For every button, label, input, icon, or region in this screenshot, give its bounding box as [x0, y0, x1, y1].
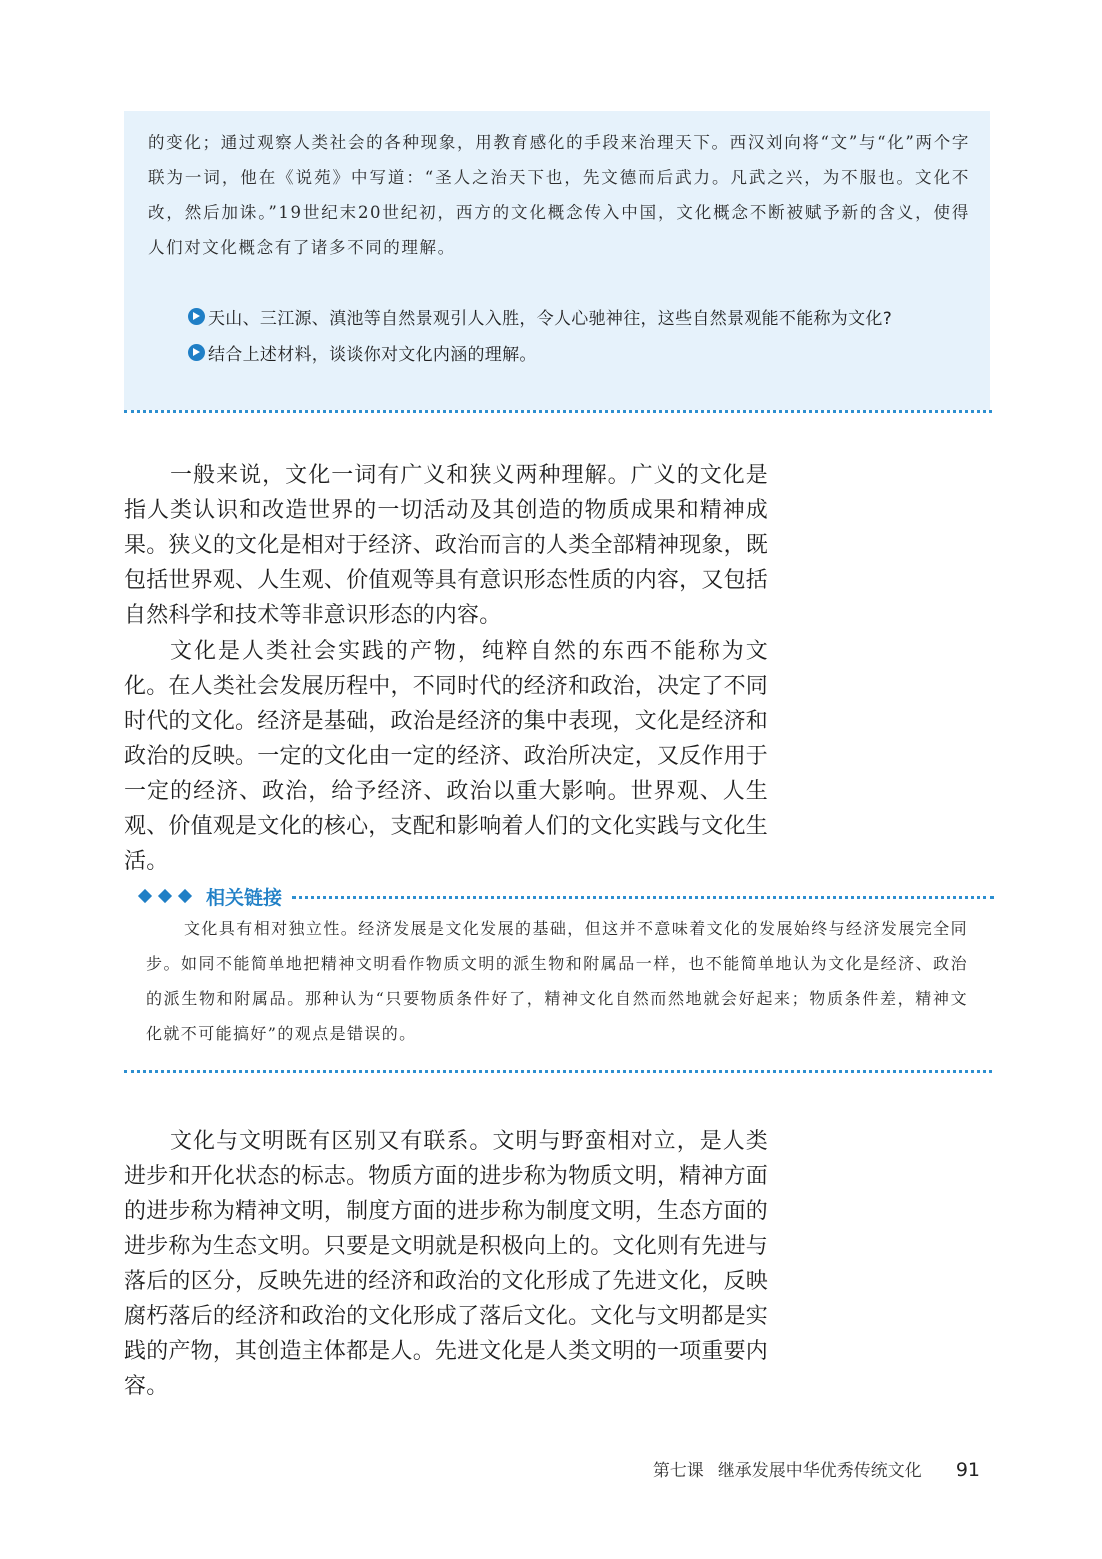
related-link-title: 相关链接: [206, 886, 283, 909]
related-link-divider: [124, 1070, 992, 1073]
play-circle-icon: [188, 344, 205, 361]
diamond-icon: [158, 889, 172, 903]
related-link-header: [136, 878, 994, 914]
related-link-paragraph: 文化具有相对独立性。经济发展是文化发展的基础，但这并不意味着文化的发展始终与经济发展完全同步。如同不能简单地把精神文明看作物质文明的派生物和附属品一样，也不能简单地认为文化是经济、政治的派生物和附属品。那种认为“只要物质条件好了，精神文化自然而然地就会好起来；物质条件差，精神文化就不可能搞好”的观点是错误的。: [146, 919, 968, 1043]
question-item: [188, 304, 892, 329]
material-box: [124, 111, 990, 410]
footer-chapter: 第七课: [652, 1461, 704, 1481]
diamond-icon: [138, 889, 152, 903]
related-link-dotted-rule: [292, 896, 994, 899]
body-paragraph: 文化与文明既有区别又有联系。文明与野蛮相对立，是人类进步和开化状态的标志。物质方面的进步称为物质文明，精神方面的进步称为精神文明，制度方面的进步称为制度文明，生态方面的进步称为生态文明。只要是文明就是积极向上的。文化则有先进与落后的区分，反映先进的经济和政治的文化形成了先进文化，反映腐朽落后的经济和政治的文化形成了落后文化。文化与文明都是实践的产物，其创造主体都是人。先进文化是人类文明的一项重要内容。: [124, 1129, 768, 1399]
footer-title: 继承发展中华优秀传统文化: [717, 1461, 922, 1481]
question-text: 结合上述材料，谈谈你对文化内涵的理解。: [208, 345, 537, 365]
diamond-icon: [178, 889, 192, 903]
material-divider: [124, 410, 992, 413]
page-number: 91: [955, 1459, 980, 1481]
material-paragraph: 的变化；通过观察人类社会的各种现象，用教育感化的手段来治理天下。西汉刘向将“文”与“化”两个字联为一词，他在《说苑》中写道：“圣人之治天下也，先文德而后武力。凡武之兴，为不服也。文化不改，然后加诛。”19世纪末20世纪初，西方的文化概念传入中国，文化概念不断被赋予新的含义，使得人们对文化概念有了诸多不同的理解。: [148, 133, 970, 257]
page-footer: [653, 1456, 980, 1481]
question-item: [188, 340, 537, 365]
question-text: 天山、三江源、滇池等自然景观引人入胜，令人心驰神往，这些自然景观能不能称为文化?: [208, 309, 893, 329]
body-paragraph: 文化是人类社会实践的产物，纯粹自然的东西不能称为文化。在人类社会发展历程中，不同时代的经济和政治，决定了不同时代的文化。经济是基础，政治是经济的集中表现，文化是经济和政治的反映。一定的文化由一定的经济、政治所决定，又反作用于一定的经济、政治，给予经济、政治以重大影响。世界观、人生观、价值观是文化的核心，支配和影响着人们的文化实践与文化生活。: [124, 639, 768, 874]
play-circle-icon: [188, 308, 205, 325]
body-paragraph: 一般来说，文化一词有广义和狭义两种理解。广义的文化是指人类认识和改造世界的一切活动及其创造的物质成果和精神成果。狭义的文化是相对于经济、政治而言的人类全部精神现象，既包括世界观、人生观、价值观等具有意识形态性质的内容，又包括自然科学和技术等非意识形态的内容。: [124, 463, 768, 628]
